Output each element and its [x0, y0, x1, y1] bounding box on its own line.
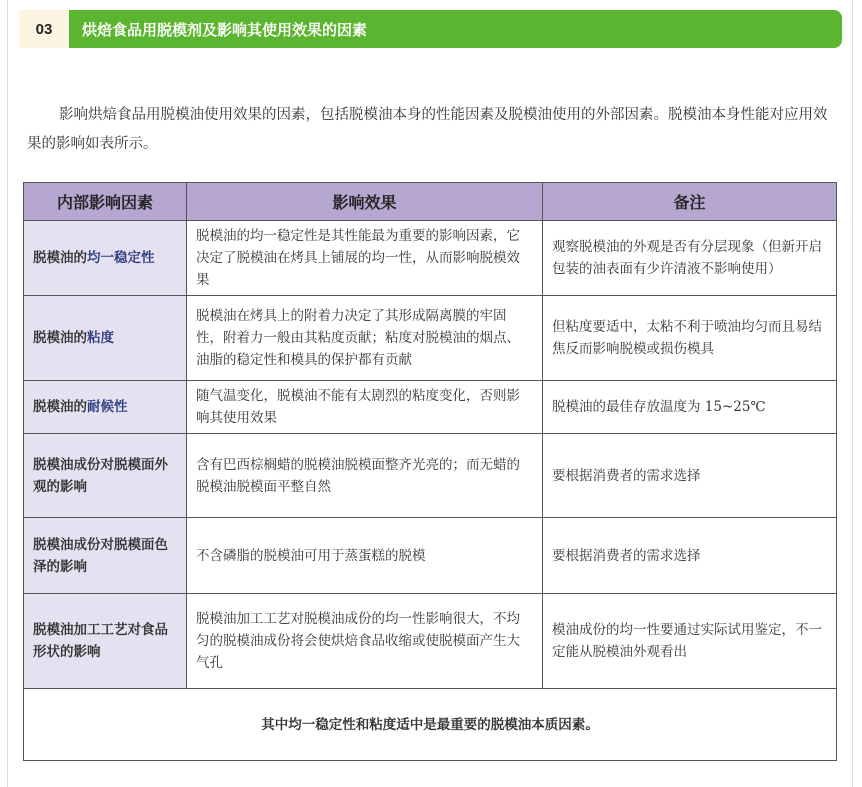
- table-row: [24, 518, 837, 594]
- factor-cell: [24, 381, 187, 434]
- header-factor: 内部影响因素: [24, 183, 187, 221]
- factor-prefix: 脱模油成份对脱模面外观的影响: [33, 456, 168, 495]
- factor-highlight: 粘度: [87, 330, 114, 346]
- factor-cell: [24, 434, 187, 518]
- section-number: 03: [19, 10, 69, 48]
- factors-table: [23, 182, 837, 761]
- note-cell: 但粘度要适中，太粘不利于喷油均匀而且易结焦反而影响脱模或损伤模具: [543, 296, 837, 381]
- effect-cell: 不含磷脂的脱模油可用于蒸蛋糕的脱模: [187, 518, 543, 594]
- section-title: 烘焙食品用脱模剂及影响其使用效果的因素: [69, 10, 842, 48]
- note-cell: 模油成份的均一性要通过实际试用鉴定，不一定能从脱模油外观看出: [543, 594, 837, 689]
- note-cell: 要根据消费者的需求选择: [543, 518, 837, 594]
- factor-prefix: 脱模油的: [33, 399, 87, 415]
- header-note: 备注: [543, 183, 837, 221]
- factor-prefix: 脱模油加工工艺对食品形状的影响: [33, 622, 168, 660]
- section-header: [19, 10, 842, 48]
- effect-cell: 脱模油加工工艺对脱模油成份的均一性影响很大，不均匀的脱模油成份将会使烘焙食品收缩或使脱模面产生大气孔: [187, 594, 543, 689]
- factor-prefix: 脱模油成份对脱模面色泽的影响: [33, 536, 168, 575]
- note-cell: 要根据消费者的需求选择: [543, 434, 837, 518]
- table-row: [24, 594, 837, 689]
- factor-cell: [24, 296, 187, 381]
- intro-paragraph: 影响烘焙食品用脱模油使用效果的因素，包括脱模油本身的性能因素及脱模油使用的外部因素。脱模油本身性能对应用效果的影响如表所示。: [27, 106, 828, 152]
- table-row: [24, 381, 837, 434]
- factor-highlight: 均一稳定性: [87, 250, 155, 266]
- summary-cell: 其中均一稳定性和粘度适中是最重要的脱模油本质因素。: [24, 689, 837, 761]
- effect-cell: 脱模油在烤具上的附着力决定了其形成隔离膜的牢固性，附着力一般由其粘度贡献；粘度对脱模油的烟点、油脂的稳定性和模具的保护都有贡献: [187, 296, 543, 381]
- factor-prefix: 脱模油的: [33, 330, 87, 346]
- factor-cell: [24, 518, 187, 594]
- table-header-row: [24, 183, 837, 221]
- factor-cell: [24, 594, 187, 689]
- note-cell: 脱模油的最佳存放温度为 15~25℃: [543, 381, 837, 434]
- effect-cell: 含有巴西棕榈蜡的脱模油脱模面整齐光亮的；而无蜡的脱模油脱模面平整自然: [187, 434, 543, 518]
- note-cell: 观察脱模油的外观是否有分层现象（但新开启包装的油表面有少许清液不影响使用）: [543, 221, 837, 296]
- factor-highlight: 耐候性: [87, 399, 128, 415]
- table-row: [24, 434, 837, 518]
- factor-prefix: 脱模油的: [33, 250, 87, 266]
- effect-cell: 脱模油的均一稳定性是其性能最为重要的影响因素，它决定了脱模油在烤具上铺展的均一性，从而影响脱模效果: [187, 221, 543, 296]
- effect-cell: 随气温变化，脱模油不能有太剧烈的粘度变化，否则影响其使用效果: [187, 381, 543, 434]
- table-row: [24, 296, 837, 381]
- table-row: [24, 221, 837, 296]
- header-effect: 影响效果: [187, 183, 543, 221]
- factor-cell: [24, 221, 187, 296]
- summary-row: [24, 689, 837, 761]
